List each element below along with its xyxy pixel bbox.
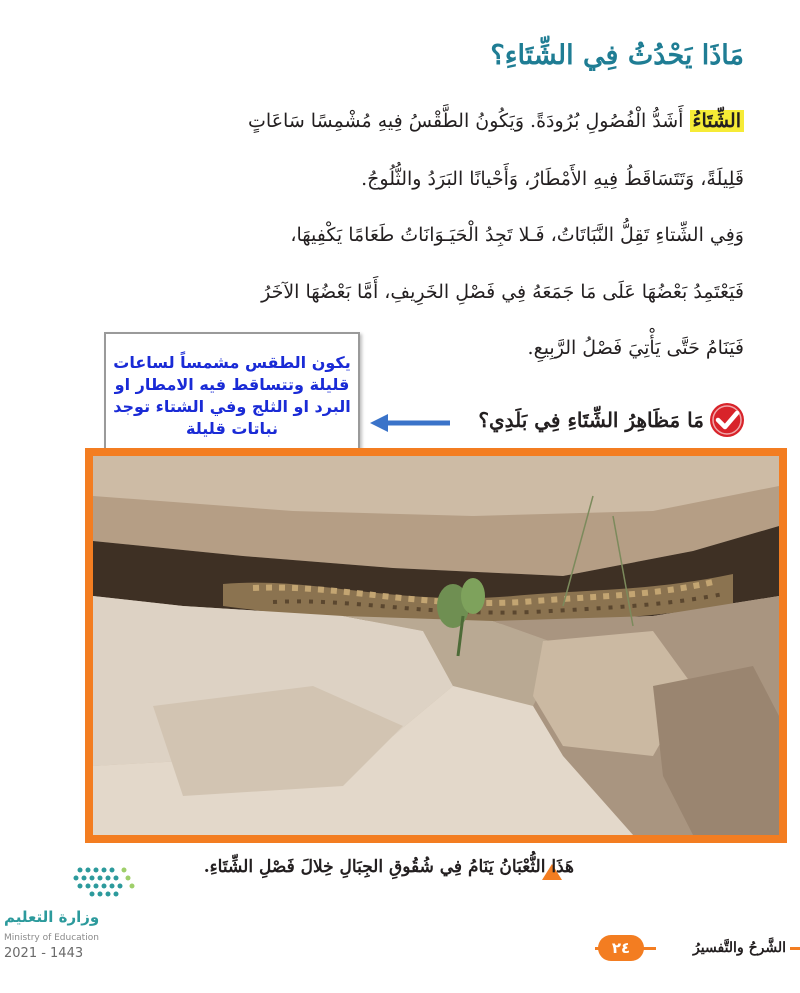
paragraph-line-1 <box>44 110 744 132</box>
ministry-name-english: Ministry of Education <box>4 933 99 943</box>
paragraph-line-4: فَيَعْتَمِدُ بَعْضُهَا عَلَى مَا جَمَعَهُ فِي فَصْلِ الخَرِيفِ، أَمَّا بَعْضُهَا الآخَرُ <box>261 281 744 303</box>
paragraph-line-3: وَفِي الشِّتاءِ تَقِلُّ النَّبَاتَاتُ، فَـلا تَجِدُ الْحَيَـوَانَاتُ طَعَامًا يَكْفِيهَا، <box>290 224 744 246</box>
highlighted-term: الشِّتَاءُ <box>690 110 744 132</box>
callout-line: قليلة وتتساقط فيه الامطار او <box>114 375 350 394</box>
page-number: ٢٤ <box>598 935 644 961</box>
ministry-name-arabic: وزارة التعليم <box>4 908 100 926</box>
paragraph-line-2: قَلِيلَةً، وَتَتَسَاقَطُ فِيهِ الأَمْطَارُ، وَأَحْيانًا البَرَدُ والثُّلُوجُ. <box>361 168 744 190</box>
edition-year: 2021 - 1443 <box>4 946 84 961</box>
ministry-logo-icon <box>72 862 152 902</box>
callout-line: يكون الطقس مشمساً لساعات <box>113 353 351 372</box>
check-icon <box>709 402 745 438</box>
photo-frame <box>85 448 787 843</box>
page-title: مَاذَا يَحْدُثُ فِي الشِّتَاءِ؟ <box>490 40 744 71</box>
photo-caption: هَذَا الثُّعْبَانُ يَنَامُ فِي شُقُوقِ الجِبَالِ خِلالَ فَصْلِ الشِّتَاءِ. <box>203 857 574 877</box>
question-text: مَا مَظَاهِرُ الشِّتَاءِ فِي بَلَدِي؟ <box>478 408 704 432</box>
callout-line: نباتات قليلة <box>186 419 278 438</box>
paragraph-line-5: فَيَنَامُ حَتَّى يَأْتِيَ فَصْلُ الرَّبِيعِ. <box>527 337 744 359</box>
footer-section-label: الشَّرحُ والتَّفسيرُ <box>656 937 790 959</box>
callout-line: البرد او الثلج وفي الشتاء توجد <box>113 397 351 416</box>
answer-callout <box>104 332 360 460</box>
paragraph-text: أَشَدُّ الْفُصُولِ بُرُودَةً. وَيَكُونُ الطَّقْسُ فِيهِ مُشْمِسًا سَاعَاتٍ <box>248 110 684 132</box>
rock-snake-photo-icon <box>93 456 779 835</box>
